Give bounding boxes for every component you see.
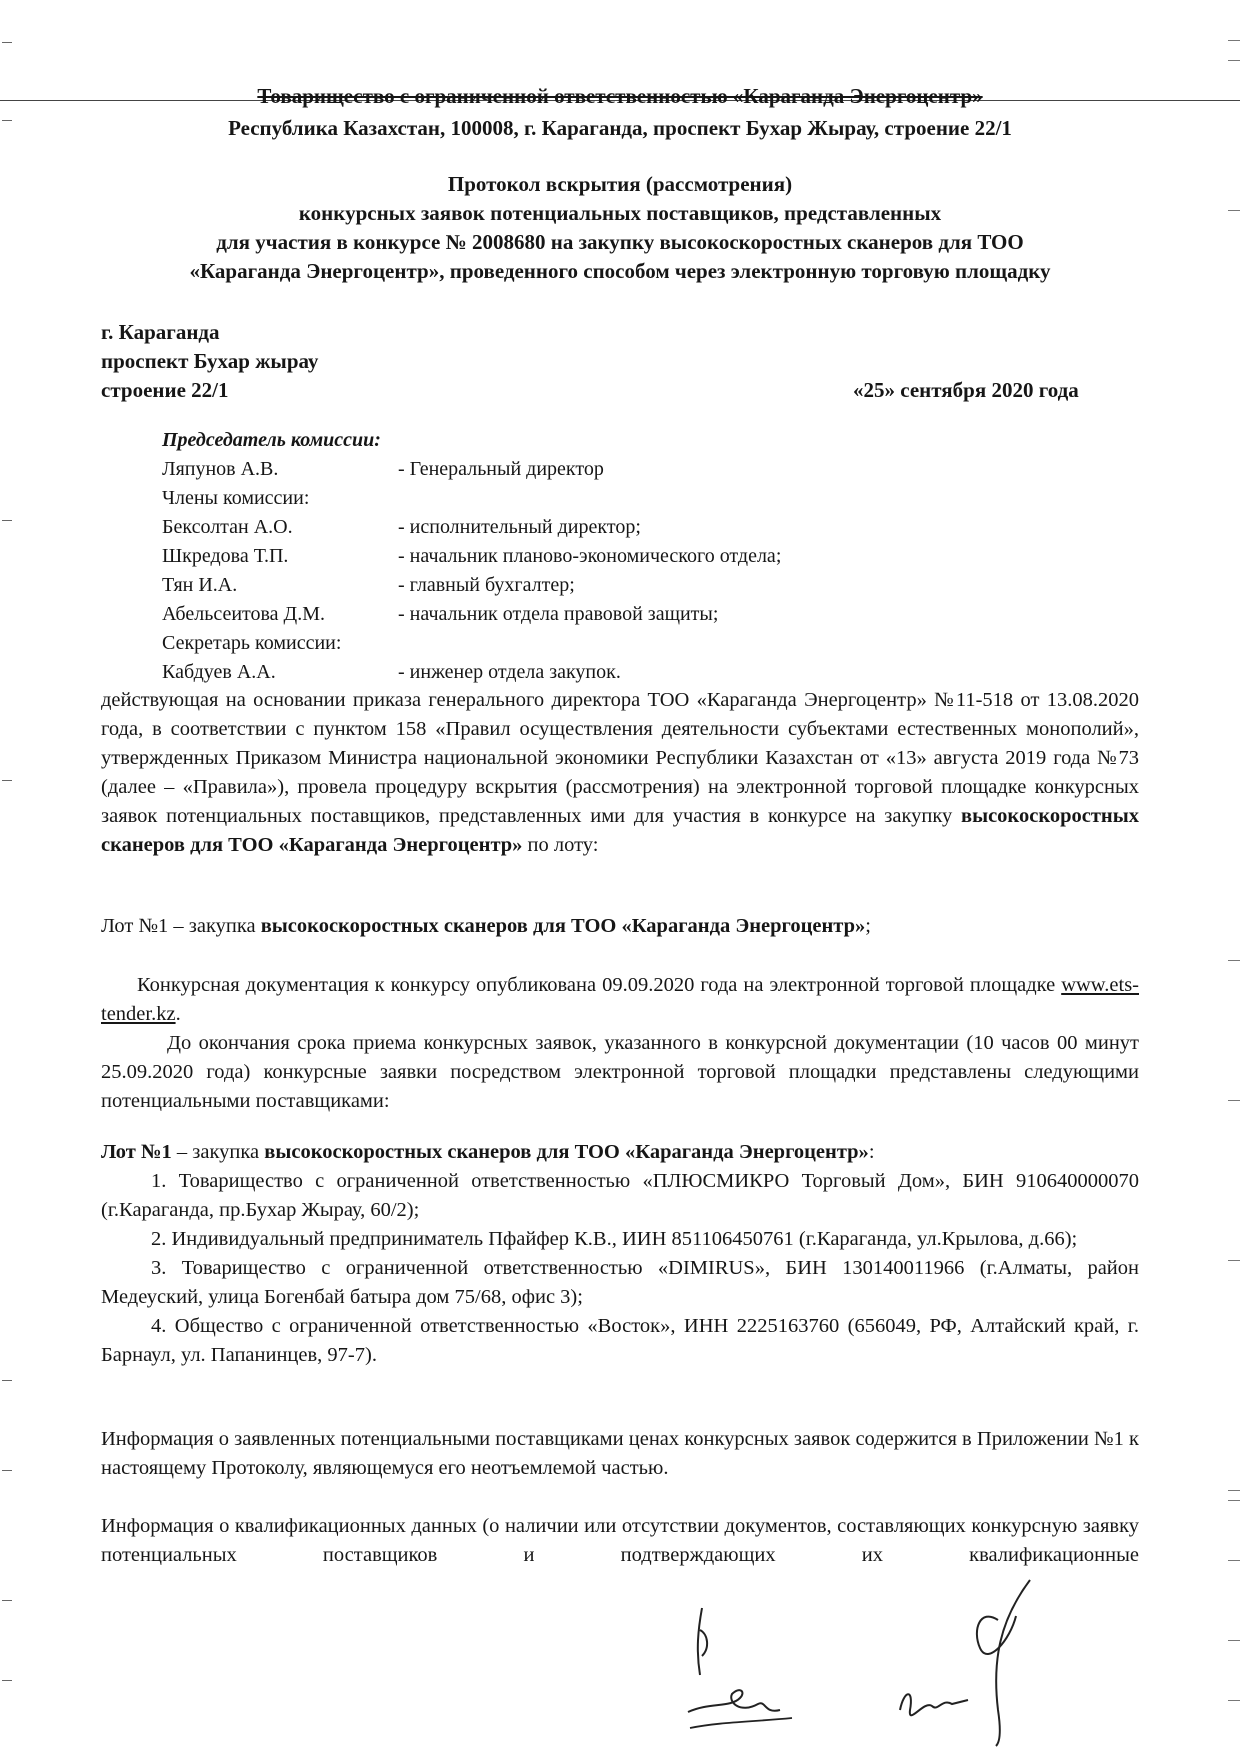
lot-end: :	[868, 1141, 875, 1163]
signature-left	[680, 1590, 800, 1740]
publication-end: .	[175, 1003, 181, 1025]
member-role: - начальник планово-экономического отдела;	[398, 545, 782, 567]
publication-paragraph	[101, 971, 1139, 1029]
list-item: 4. Общество с ограниченной ответственностью «Восток», ИНН 2225163760 (656049, РФ, Алтайский край, г. Барнаул, ул. Папанинцев, 97-7).	[101, 1315, 1139, 1366]
member-role: - исполнительный директор;	[398, 516, 641, 538]
place-building: строение 22/1	[101, 378, 229, 402]
member-name: Тян И.А.	[162, 574, 238, 596]
commission-list	[162, 426, 781, 687]
commission-row	[162, 571, 781, 600]
lot-subject: высокоскоростных сканеров для ТОО «Караганда Энергоцентр»	[260, 915, 866, 937]
lot-subject: высокоскоростных сканеров для ТОО «Караганда Энергоцентр»	[264, 1141, 869, 1163]
place-city: г. Караганда	[101, 320, 220, 344]
doc-title-line4: «Караганда Энергоцентр», проведенного способом через электронную торговую площадку	[189, 259, 1051, 283]
chair-title: Председатель комиссии:	[162, 429, 381, 451]
members-title: Члены комиссии:	[162, 487, 310, 509]
place-street: проспект Бухар жырау	[101, 349, 319, 373]
commission-row	[162, 542, 781, 571]
member-role: - начальник отдела правовой защиты;	[398, 603, 719, 625]
commission-row	[162, 455, 781, 484]
doc-title-line3: для участия в конкурсе № 2008680 на закупку высокоскоростных сканеров для ТОО	[216, 230, 1024, 254]
member-role: - главный бухгалтер;	[398, 574, 575, 596]
list-item: 2. Индивидуальный предприниматель Пфайфер К.В., ИИН 851106450761 (г.Караганда, ул.Крылова, д.66);	[151, 1228, 1078, 1250]
signature-right	[880, 1560, 1060, 1750]
commission-row	[162, 658, 781, 687]
qualification-paragraph: Информация о квалификационных данных (о наличии или отсутствии документов, составляющих конкурсную заявку потенциальных поставщиков и подтверждающих их квалификационные	[101, 1515, 1139, 1566]
lot-mid: – закупка	[171, 1141, 265, 1163]
chair-name: Ляпунов А.В.	[162, 458, 279, 480]
list-item: 1. Товарищество с ограниченной ответственностью «ПЛЮСМИКРО Торговый Дом», БИН 910640000070 (г.Караганда, пр.Бухар Жырау, 60/2);	[101, 1170, 1139, 1221]
org-name: Товарищество с ограниченной ответственностью «Караганда Энергоцентр»	[257, 84, 983, 108]
intro-paragraph	[101, 686, 1139, 860]
doc-title-line2: конкурсных заявок потенциальных поставщиков, представленных	[298, 201, 942, 225]
lot-prefix: Лот №1 – закупка	[101, 915, 261, 937]
lot-suppliers-heading	[101, 1138, 1139, 1167]
secretary-title: Секретарь комиссии:	[162, 632, 342, 654]
secretary-name: Кабдуев А.А.	[162, 661, 276, 683]
intro-end: по лоту:	[522, 834, 599, 856]
supplier-list	[101, 1167, 1139, 1370]
member-name: Шкредова Т.П.	[162, 545, 289, 567]
tender-site-link[interactable]: www.ets-tender.kz	[101, 974, 1139, 1025]
chair-role: - Генеральный директор	[398, 458, 604, 480]
intro-text: действующая на основании приказа генерального директора ТОО «Караганда Энергоцентр» №11-518 от 13.08.2020 года, в соответствии с пунктом 158 «Правил осуществления деятельности субъектами естественных монополий», утвержденных Приказом Министра национальной экономики Республики Казахстан от «13» августа 2019 года №73 (далее – «Правила»), провела процедуру вскрытия (рассмотрения) на электронной торговой площадке конкурсных заявок потенциальных поставщиков, представленных ими для участия в конкурсе на закупку	[101, 689, 1139, 827]
intro-subject: высокоскоростных сканеров для ТОО «Караганда Энергоцентр»	[101, 805, 1139, 856]
publication-text: Конкурсная документация к конкурсу опубликована 09.09.2020 года на электронной торговой площадке	[137, 974, 1062, 996]
lot-line	[101, 912, 1139, 941]
commission-row	[162, 513, 781, 542]
prices-paragraph: Информация о заявленных потенциальными поставщиками ценах конкурсных заявок содержится в Приложении №1 к настоящему Протоколу, являющемуся его неотъемлемой частью.	[101, 1428, 1139, 1479]
member-name: Абельсеитова Д.М.	[162, 603, 325, 625]
member-name: Бексолтан А.О.	[162, 516, 293, 538]
document-date: «25» сентября 2020 года	[853, 378, 1079, 402]
deadline-paragraph: До окончания срока приема конкурсных заявок, указанного в конкурсной документации (10 часов 00 минут 25.09.2020 года) конкурсные заявки посредством электронной торговой площадки представлены следующими потенциальными поставщиками:	[101, 1032, 1139, 1112]
lot-number: Лот №1	[101, 1141, 172, 1163]
secretary-role: - инженер отдела закупок.	[398, 661, 621, 683]
list-item: 3. Товарищество с ограниченной ответственностью «DIMIRUS», БИН 130140011966 (г.Алматы, район Медеуский, улица Богенбай батыра дом 75/68, офис 3);	[101, 1257, 1139, 1308]
commission-row	[162, 600, 781, 629]
org-address: Республика Казахстан, 100008, г. Караганда, проспект Бухар Жырау, строение 22/1	[228, 116, 1012, 140]
doc-title-line1: Протокол вскрытия (рассмотрения)	[447, 172, 793, 196]
lot-end: ;	[865, 915, 871, 937]
